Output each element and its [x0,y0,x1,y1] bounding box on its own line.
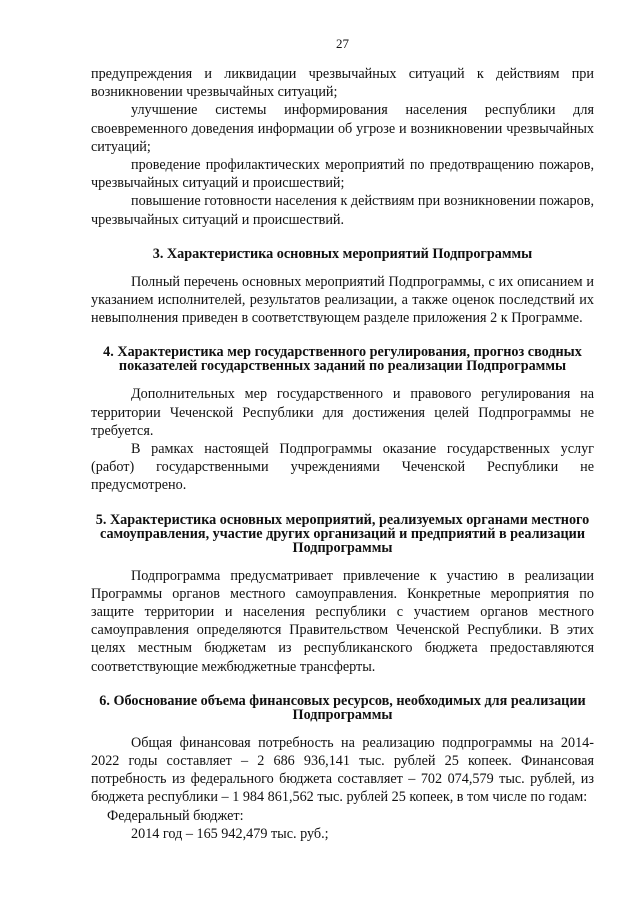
section-5-heading: 5. Характеристика основных мероприятий, реализуемых органами местного самоуправления, участие других организаций и предприятий в реализации Подпрограммы [95,511,590,556]
section-4-heading: 4. Характеристика мер государственного регулирования, прогноз сводных показателей государственных заданий по реализации Подпрограммы [103,344,582,375]
section-3-paragraph-1: Полный перечень основных мероприятий Подпрограммы, с их описанием и указанием исполнителей, результатов реализации, а также оценок последствий их невыполнения приведен в соответствующем разделе приложения 2 к Программе. [91,273,594,327]
section-4-paragraph-2: В рамках настоящей Подпрограммы оказание государственных услуг (работ) государственными учреждениями Чеченской Республики не предусмотрено. [91,441,594,494]
section-6-paragraph-1: Общая финансовая потребность на реализацию подпрограммы на 2014-2022 годы составляет – 2 686 936,141 тыс. рублей 25 копеек. Финансовая потребность из федерального бюджета составляет – 702 074,579 тыс. рублей, из бюджета республики – 1 984 861,562 тыс. рублей 25 копеек, в том числе по годам: [91,734,594,806]
intro-block [91,65,594,229]
section-6-heading: 6. Обоснование объема финансовых ресурсов, необходимых для реализации Подпрограммы [99,692,586,723]
section-4-paragraph-1: Дополнительных мер государственного и правового регулирования на территории Чеченской Республики для достижения целей Подпрограммы не требуется. [91,386,594,439]
section-5-paragraph-1: Подпрограмма предусматривает привлечение к участию в реализации Программы органов местного самоуправления. Конкретные мероприятия по защите территории и населения республики с участием органов местного самоуправления определяются Правительством Чеченской Республики. В этих целях местным бюджетам из республиканского бюджета предоставляются соответствующие межбюджетные трансферты. [91,567,594,675]
intro-paragraph-2: улучшение системы информирования населения республики для своевременного доведения информации об угрозе и возникновении чрезвычайных ситуаций; [91,102,594,155]
federal-budget-2014: 2014 год – 165 942,479 тыс. руб.; [131,825,329,842]
federal-budget-label: Федеральный бюджет: [107,807,244,824]
intro-paragraph-4: повышение готовности населения к действиям при возникновении пожаров, чрезвычайных ситуаций и происшествий. [91,193,594,228]
page-number: 27 [336,36,349,51]
section-3-heading: 3. Характеристика основных мероприятий Подпрограммы [152,245,533,262]
intro-paragraph-3: проведение профилактических мероприятий по предотвращению пожаров, чрезвычайных ситуаций и происшествий; [91,157,594,192]
intro-paragraph-1: предупреждения и ликвидации чрезвычайных ситуаций к действиям при возникновении чрезвычайных ситуаций; [91,66,594,101]
